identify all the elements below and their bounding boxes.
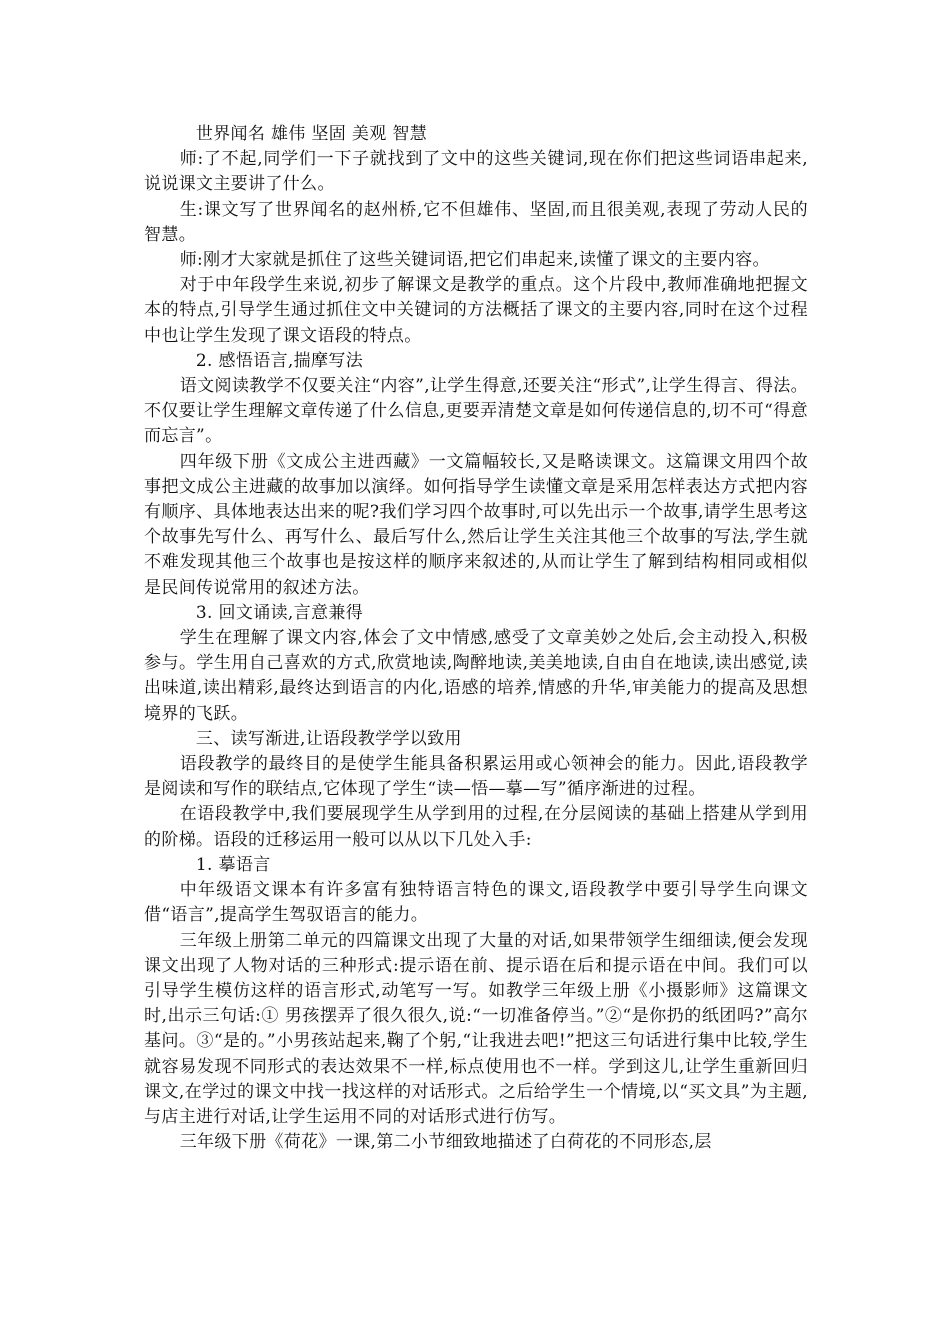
document-body <box>144 122 808 1155</box>
paragraph: 学生在理解了课文内容,体会了文中情感,感受了文章美妙之处后,会主动投入,积极参与。学生用自己喜欢的方式,欣赏地读,陶醉地读,美美地读,自由自在地读,读出感觉,读出味道,读出精彩,最终达到语言的内化,语感的培养,情感的升华,审美能力的提高及思想境界的飞跃。 <box>144 628 808 724</box>
paragraph: 师:了不起,同学们一下子就找到了文中的这些关键词,现在你们把这些词语串起来,说说课文主要讲了什么。 <box>144 149 808 195</box>
section-heading: 3. 回文诵读,言意兼得 <box>195 602 364 623</box>
paragraph: 语文阅读教学不仅要关注“内容”,让学生得意,还要关注“形式”,让学生得言、得法。不仅要让学生理解文章传递了什么信息,更要弄清楚文章是如何传递信息的,切不可“得意而忘言”。 <box>144 376 808 447</box>
paragraph: 中年级语文课本有许多富有独特语言特色的课文,语段教学中要引导学生向课文借“语言”,提高学生驾驭语言的能力。 <box>144 880 808 926</box>
section-heading: 2. 感悟语言,揣摩写法 <box>195 350 364 371</box>
paragraph: 师:刚才大家就是抓住了这些关键词语,把它们串起来,读懂了课文的主要内容。 <box>179 250 770 271</box>
paragraph: 生:课文写了世界闻名的赵州桥,它不但雄伟、坚固,而且很美观,表现了劳动人民的智慧。 <box>144 199 808 245</box>
keywords-line: 世界闻名 雄伟 坚固 美观 智慧 <box>195 124 428 144</box>
paragraph: 语段教学的最终目的是使学生能具备积累运用或心领神会的能力。因此,语段教学是阅读和写作的联结点,它体现了学生“读—悟—摹—写”循序渐进的过程。 <box>144 754 808 800</box>
paragraph: 在语段教学中,我们要展现学生从学到用的过程,在分层阅读的基础上搭建从学到用的阶梯。语段的迁移运用一般可以从以下几处入手: <box>144 804 808 850</box>
paragraph: 三年级下册《荷花》一课,第二小节细致地描述了白荷花的不同形态,层 <box>179 1132 712 1153</box>
paragraph: 对于中年段学生来说,初步了解课文是教学的重点。这个片段中,教师准确地把握文本的特点,引导学生通过抓住文中关键词的方法概括了课文的主要内容,同时在这个过程中也让学生发现了课文语段的特点。 <box>144 275 808 346</box>
section-heading: 三、读写渐进,让语段教学学以致用 <box>195 728 462 749</box>
paragraph: 三年级上册第二单元的四篇课文出现了大量的对话,如果带领学生细细读,便会发现课文出现了人物对话的三种形式:提示语在前、提示语在后和提示语在中间。我们可以引导学生模仿这样的语言形式,动笔写一写。如教学三年级上册《小摄影师》这篇课文时,出示三句话:① 男孩摆弄了很久很久,说:“一切准备停当。”②“是你扔的纸团吗?”高尔基问。③“是的。”小男孩站起来,鞠了个躬,“让我进去吧!”把这三句话进行集中比较,学生就容易发现不同形式的表达效果不一样,标点使用也不一样。学到这儿,让学生重新回归课文,在学过的课文中找一找这样的对话形式。之后给学生一个情境,以“买文具”为主题,与店主进行对话,让学生运用不同的对话形式进行仿写。 <box>144 930 808 1127</box>
section-heading: 1. 摹语言 <box>195 854 271 875</box>
paragraph: 四年级下册《文成公主进西藏》一文篇幅较长,又是略读课文。这篇课文用四个故事把文成公主进藏的故事加以演绎。如何指导学生读懂文章是采用怎样表达方式把内容有顺序、具体地表达出来的呢?我们学习四个故事时,可以先出示一个故事,请学生思考这个故事先写什么、再写什么、最后写什么,然后让学生关注其他三个故事的写法,学生就不难发现其他三个故事也是按这样的顺序来叙述的,从而让学生了解到结构相同或相似是民间传说常用的叙述方法。 <box>144 451 808 598</box>
